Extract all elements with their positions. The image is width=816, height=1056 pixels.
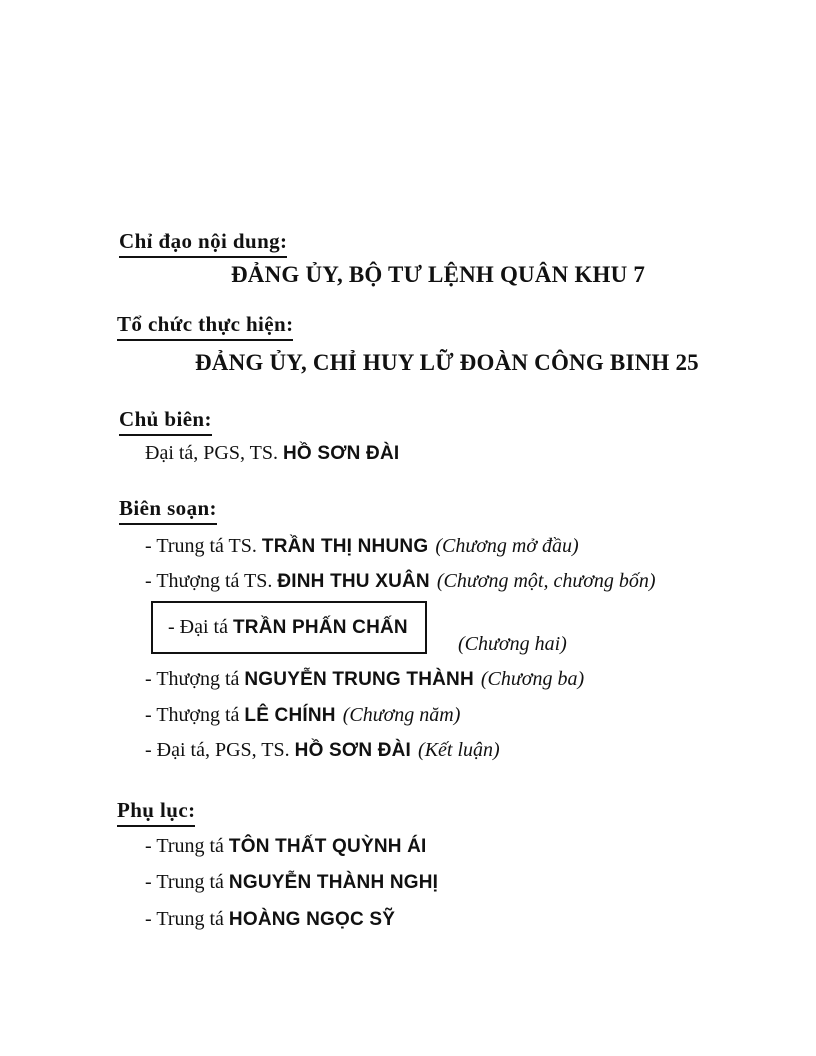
- chapter-note: (Chương hai): [458, 633, 567, 655]
- heading-text: Tổ chức thực hiện:: [117, 312, 293, 341]
- chapter-note: (Chương một, chương bốn): [436, 570, 656, 592]
- dash: -: [145, 535, 157, 557]
- chapter-note: (Chương mở đầu): [435, 535, 579, 557]
- rank-title: Trung tá: [156, 835, 229, 857]
- person-name: TRẦN THỊ NHUNG: [261, 536, 429, 557]
- rank-title: Trung tá: [156, 871, 229, 893]
- section-heading-chi-dao-noi-dung: [119, 229, 287, 258]
- author-entry: [145, 738, 500, 763]
- author-entry: [145, 569, 656, 594]
- author-entry: [145, 534, 579, 559]
- author-entry: [145, 703, 460, 728]
- rank-title: Đại tá: [179, 616, 233, 638]
- author-entry-boxed: [151, 601, 427, 654]
- person-name: TÔN THẤT QUỲNH ÁI: [228, 836, 427, 857]
- appendix-entry: [145, 870, 438, 895]
- person-name: NGUYỄN TRUNG THÀNH: [244, 669, 474, 690]
- dash: -: [145, 871, 157, 893]
- rank-title: Thượng tá: [156, 668, 245, 690]
- editor-entry: [145, 441, 399, 466]
- person-name: NGUYỄN THÀNH NGHỊ: [228, 872, 439, 893]
- chapter-note: (Chương ba): [480, 668, 585, 690]
- heading-text: Phụ lục:: [117, 798, 195, 827]
- section-heading-bien-soan: [119, 496, 217, 525]
- heading-text: Biên soạn:: [119, 496, 217, 525]
- rank-title: Trung tá: [156, 908, 229, 930]
- chapter-note: (Kết luận): [418, 739, 500, 761]
- dash: -: [145, 908, 157, 930]
- dash: -: [145, 704, 157, 726]
- org-line-lu-doan-cong-binh-25: ĐẢNG ỦY, CHỈ HUY LỮ ĐOÀN CÔNG BINH 25: [195, 350, 699, 375]
- heading-text: Chủ biên:: [119, 407, 212, 436]
- rank-title: Thượng tá TS.: [156, 570, 278, 592]
- dash: -: [145, 835, 157, 857]
- appendix-entry: [145, 834, 427, 859]
- section-heading-chu-bien: [119, 407, 212, 436]
- chapter-note-outside-box: [458, 632, 567, 656]
- rank-title: Thượng tá: [156, 704, 245, 726]
- dash: -: [145, 668, 157, 690]
- heading-text: Chỉ đạo nội dung:: [119, 229, 287, 258]
- person-name: TRẦN PHẤN CHẤN: [232, 617, 408, 638]
- person-name: HỒ SƠN ĐÀI: [282, 443, 400, 464]
- dash: -: [145, 570, 157, 592]
- section-heading-phu-luc: [117, 798, 195, 827]
- person-name: HỒ SƠN ĐÀI: [294, 740, 412, 761]
- dash: -: [145, 739, 157, 761]
- rank-title: Trung tá TS.: [156, 535, 262, 557]
- dash: -: [168, 616, 180, 638]
- person-name: HOÀNG NGỌC SỸ: [228, 909, 396, 930]
- author-entry: [145, 667, 584, 692]
- rank-title: Đại tá, PGS, TS.: [145, 442, 283, 464]
- org-line-quan-khu-7: ĐẢNG ỦY, BỘ TƯ LỆNH QUÂN KHU 7: [231, 262, 646, 287]
- person-name: ĐINH THU XUÂN: [277, 571, 430, 592]
- person-name: LÊ CHÍNH: [244, 705, 336, 726]
- chapter-note: (Chương năm): [342, 704, 461, 726]
- appendix-entry: [145, 907, 395, 932]
- section-heading-to-chuc-thuc-hien: [117, 312, 293, 341]
- rank-title: Đại tá, PGS, TS.: [156, 739, 295, 761]
